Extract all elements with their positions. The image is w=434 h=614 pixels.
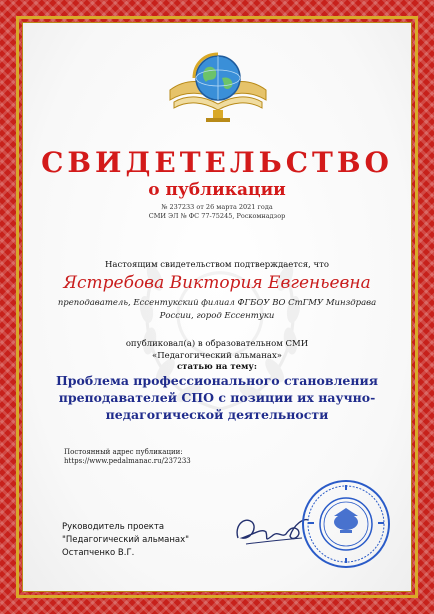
published-text: опубликовал(а) в образовательном СМИ bbox=[125, 339, 309, 349]
certificate-number: № 237233 от 26 марта 2021 года bbox=[161, 203, 273, 211]
recipient-position-line-2: России, город Ессентуки bbox=[159, 311, 275, 321]
address-label: Постоянный адрес публикации: bbox=[64, 448, 183, 456]
recipient-position-line-1: преподаватель, Ессентукский филиал ФГБОУ ВО СтГМУ Минздрава bbox=[57, 298, 377, 308]
confirmation-text: Настоящим свидетельством подтверждается, что bbox=[104, 260, 329, 270]
signer-project: "Педагогический альманах" bbox=[62, 535, 190, 545]
signer-name: Остапченко В.Г. bbox=[62, 548, 135, 558]
article-topic-line-1: Проблема профессионального становления bbox=[55, 373, 378, 388]
certificate-title: СВИДЕТЕЛЬСТВО bbox=[41, 146, 393, 179]
media-name: «Педагогический альманах» bbox=[152, 351, 282, 361]
publication-url[interactable]: https://www.pedalmanac.ru/237233 bbox=[64, 457, 191, 465]
recipient-name: Ястребова Виктория Евгеньевна bbox=[63, 273, 371, 293]
article-topic-line-2: преподавателей СПО с позиции их научно- bbox=[58, 390, 376, 405]
signer-title: Руководитель проекта bbox=[62, 522, 165, 532]
round-seal-stamp bbox=[300, 478, 392, 570]
media-registration: СМИ ЭЛ № ФС 77-75245, Роскомнадзор bbox=[148, 212, 286, 220]
globe-book-emblem-icon bbox=[166, 48, 270, 126]
article-label: статью на тему: bbox=[177, 362, 257, 372]
article-topic-line-3: педагогической деятельности bbox=[105, 407, 329, 422]
certificate-subtitle: о публикации bbox=[148, 180, 286, 200]
